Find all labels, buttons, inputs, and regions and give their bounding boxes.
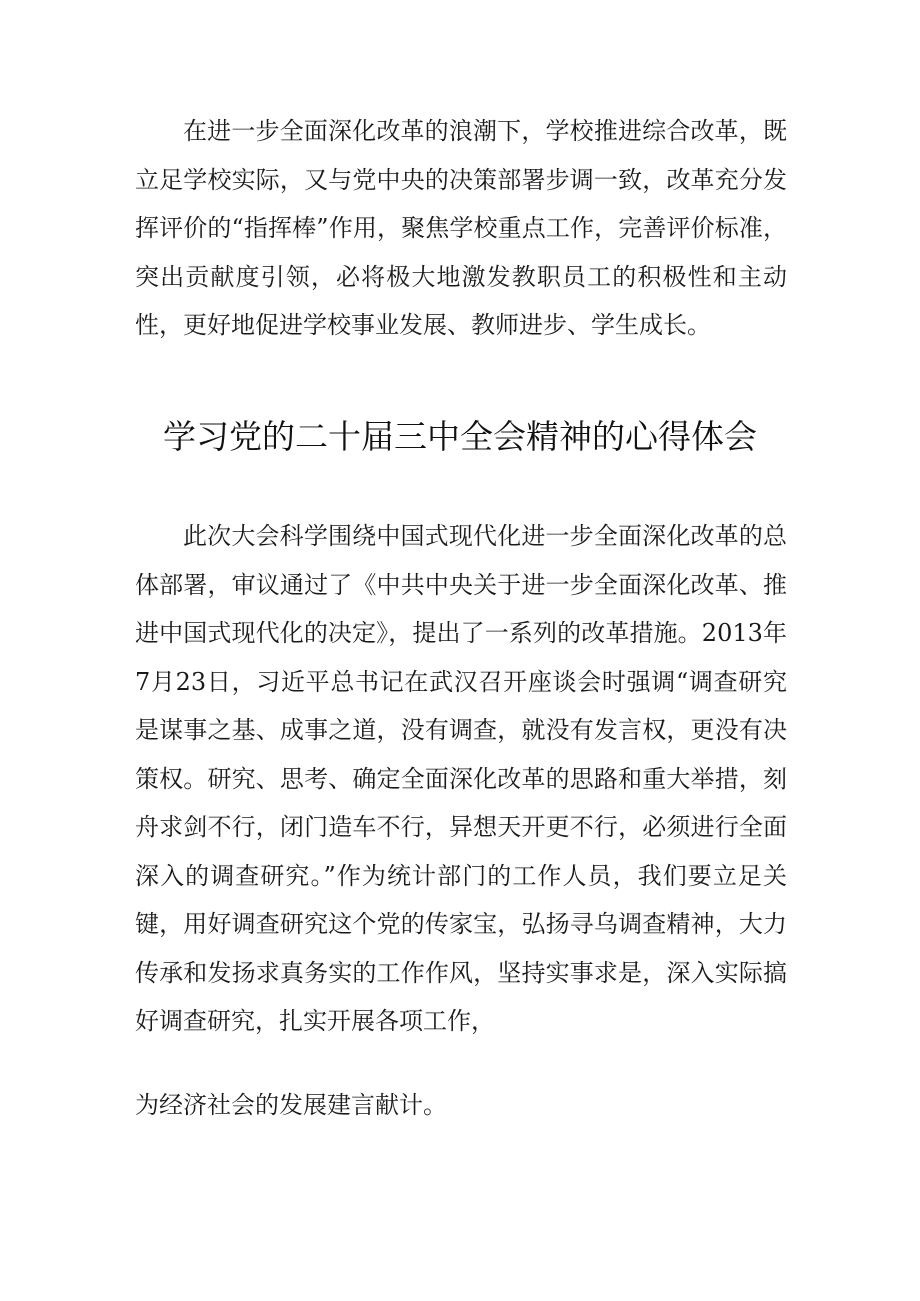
article-title: 学习党的二十届三中全会精神的心得体会 [163, 417, 757, 456]
body-paragraph-closing: 为经济社会的发展建言献计。 [135, 1091, 447, 1119]
body-paragraph-reform: 在进一步全面深化改革的浪潮下，学校推进综合改革，既立足学校实际，又与党中央的决策部署步调一致，改革充分发挥评价的“指挥棒”作用，聚焦学校重点工作，完善评价标准，突出贡献度引领，必将极大地激发教职员工的积极性和主动性，更好地促进学校事业发展、教师进步、学生成长。 [135, 117, 787, 339]
body-paragraph-investigation: 此次大会科学围绕中国式现代化进一步全面深化改革的总体部署，审议通过了《中共中央关于进一步全面深化改革、推进中国式现代化的决定》，提出了一系列的改革措施。2013年7月23日，习近平总书记在武汉召开座谈会时强调“调查研究是谋事之基、成事之道，没有调查，就没有发言权，更没有决策权。研究、思考、确定全面深化改革的思路和重大举措，刻舟求剑不行，闭门造车不行，异想天开更不行，必须进行全面深入的调查研究。”作为统计部门的工作人员，我们要立足关键，用好调查研究这个党的传家宝，弘扬寻乌调查精神，大力传承和发扬求真务实的工作作风，坚持实事求是，深入实际搞好调查研究，扎实开展各项工作， [135, 522, 787, 1035]
